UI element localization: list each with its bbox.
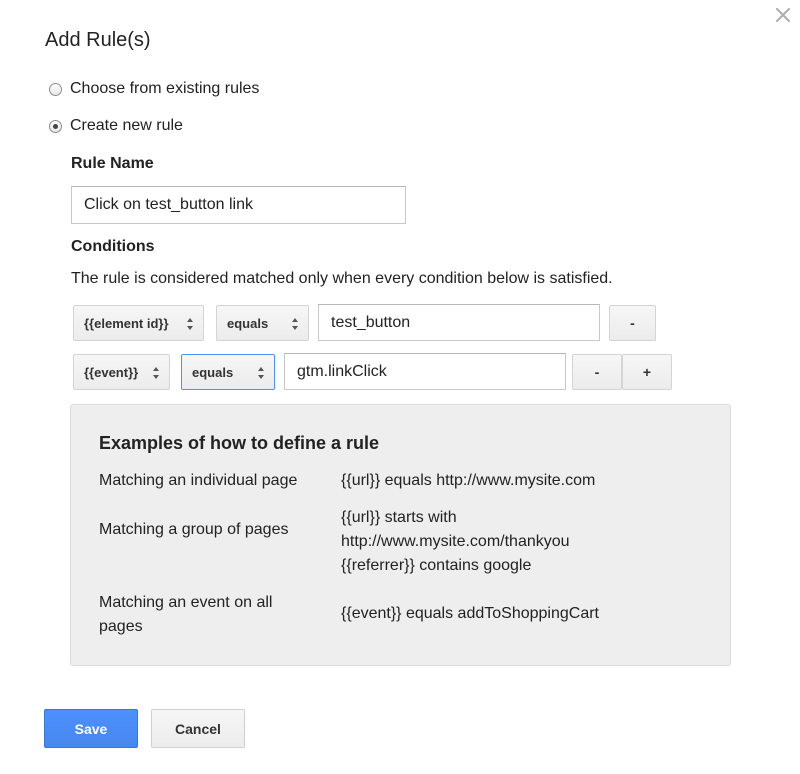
example-rule-line: http://www.mysite.com/thankyou xyxy=(341,533,570,550)
choose-existing-label[interactable]: Choose from existing rules xyxy=(70,80,260,97)
condition-operator-select[interactable] xyxy=(216,305,309,341)
examples-panel xyxy=(70,404,731,666)
select-arrows-icon xyxy=(152,366,160,380)
example-rule-line: {{url}} starts with xyxy=(341,509,457,526)
choose-existing-radio[interactable] xyxy=(49,83,62,96)
select-arrows-icon xyxy=(257,366,265,380)
save-button[interactable]: Save xyxy=(44,709,138,748)
example-case-line: pages xyxy=(99,618,143,635)
example-rule: {{url}} equals http://www.mysite.com xyxy=(341,472,596,489)
select-value: {{event}} xyxy=(84,364,139,380)
create-new-option[interactable] xyxy=(49,117,183,135)
conditions-description: The rule is considered matched only when every condition below is satisfied. xyxy=(71,270,613,287)
select-value: {{element id}} xyxy=(84,315,169,331)
conditions-label: Conditions xyxy=(71,238,155,255)
condition-operator-select[interactable] xyxy=(181,354,275,390)
create-new-label[interactable]: Create new rule xyxy=(70,117,183,134)
condition-value-input[interactable]: test_button xyxy=(318,304,600,341)
choose-existing-option[interactable] xyxy=(49,80,259,98)
select-arrows-icon xyxy=(186,317,194,331)
example-case: Matching an individual page xyxy=(99,472,298,489)
condition-variable-select[interactable] xyxy=(73,354,170,390)
remove-condition-button[interactable]: - xyxy=(572,354,622,390)
rule-name-input[interactable]: Click on test_button link xyxy=(71,186,406,224)
remove-condition-button[interactable]: - xyxy=(609,305,656,341)
select-arrows-icon xyxy=(291,317,299,331)
example-case: Matching a group of pages xyxy=(99,521,289,538)
close-icon[interactable] xyxy=(774,6,792,24)
rule-name-label: Rule Name xyxy=(71,155,154,172)
create-new-radio[interactable] xyxy=(49,120,62,133)
cancel-button[interactable]: Cancel xyxy=(151,709,245,748)
condition-value-input[interactable]: gtm.linkClick xyxy=(284,353,566,390)
example-rule-line: {{referrer}} contains google xyxy=(341,557,532,574)
dialog-title: Add Rule(s) xyxy=(45,29,151,51)
example-case-line: Matching an event on all xyxy=(99,594,273,611)
example-rule: {{event}} equals addToShoppingCart xyxy=(341,605,599,622)
condition-variable-select[interactable] xyxy=(73,305,204,341)
select-value: equals xyxy=(227,315,269,331)
select-value: equals xyxy=(192,364,234,380)
examples-title: Examples of how to define a rule xyxy=(99,433,380,453)
add-condition-button[interactable]: + xyxy=(622,354,672,390)
example-case xyxy=(99,591,272,639)
example-rule xyxy=(341,506,570,578)
